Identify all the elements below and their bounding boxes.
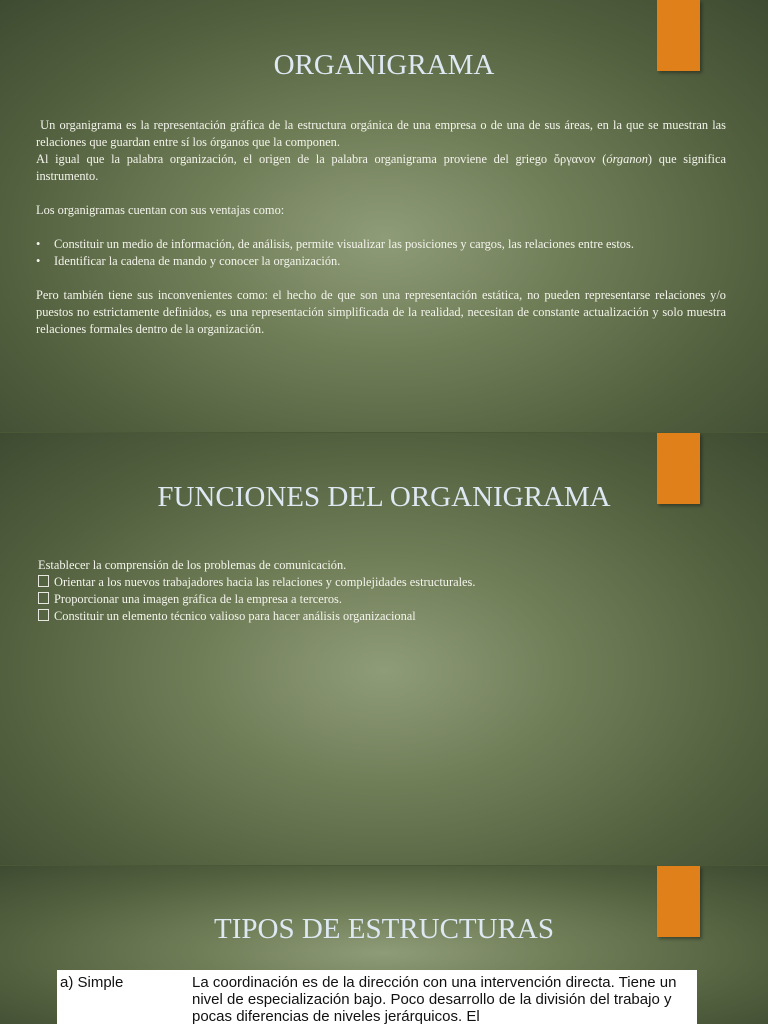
structure-type-cell: a) Simple [60, 974, 124, 991]
table-row [57, 970, 697, 1024]
origin-term: órganon [606, 152, 648, 166]
slide-title: TIPOS DE ESTRUCTURAS [214, 913, 554, 945]
advantages-list [36, 236, 726, 270]
origin-text-a: Al igual que la palabra organización, el origen de la palabra organigrama proviene del griego ὄργανον ( [36, 152, 607, 166]
list-item: • Identificar la cadena de mando y conocer la organización. [54, 253, 726, 270]
intro-paragraph: Un organigrama es la representación gráfica de la estructura orgánica de una empresa o de una de sus áreas, en la que se muestran las relaciones que guardan entre sí los órganos que la componen. [36, 118, 730, 149]
slide-organigrama [0, 0, 768, 432]
missing-glyph-icon [38, 592, 49, 604]
list-item-text: Proporcionar una imagen gráfica de la empresa a terceros. [54, 592, 342, 606]
slide-tipos [0, 866, 768, 1024]
origin-text-b: ) que significa instrumento. [36, 152, 726, 183]
list-item [38, 574, 718, 591]
list-item-text: Orientar a los nuevos trabajadores hacia las relaciones y complejidades estructurales. [54, 575, 476, 589]
missing-glyph-icon [38, 609, 49, 621]
origin-paragraph [36, 151, 726, 185]
slide-body [36, 117, 730, 338]
list-item [38, 591, 718, 608]
slide-title: FUNCIONES DEL ORGANIGRAMA [157, 481, 611, 513]
slide-title: ORGANIGRAMA [273, 49, 495, 81]
list-item [38, 608, 718, 625]
list-item-text: Constituir un elemento técnico valioso para hacer análisis organizacional [54, 609, 416, 623]
missing-glyph-icon [38, 575, 49, 587]
structure-types-table [57, 970, 697, 1024]
slide-funciones [0, 433, 768, 865]
advantages-label: Los organigramas cuentan con sus ventajas como: [36, 203, 285, 217]
structure-description-cell: La coordinación es de la dirección con una intervención directa. Tiene un nivel de especialización bajo. Poco desarrollo de la división del trabajo y pocas diferencias de niveles jerárquicos. El [192, 974, 677, 1024]
list-item: • Constituir un medio de información, de análisis, permite visualizar las posiciones y cargos, las relaciones entre estos. [54, 236, 726, 253]
list-item: Establecer la comprensión de los problemas de comunicación. [38, 558, 347, 572]
slide-body [38, 557, 718, 625]
disadvantages-paragraph: Pero también tiene sus inconvenientes como: el hecho de que son una representación estática, no pueden representarse relaciones y/o puestos no estrictamente definidos, es una representación simplificada de la realidad, necesitan de constante actualización y solo muestra relaciones formales dentro de la organización. [36, 288, 726, 336]
